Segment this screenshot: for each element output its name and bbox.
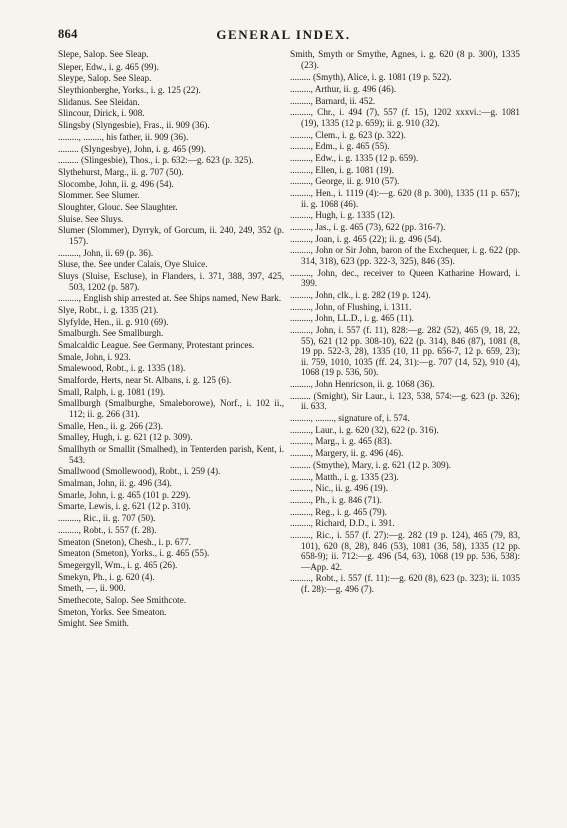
index-entry: Sleythionberghe, Yorks., i. g. 125 (22). [58,85,201,96]
index-entry: Slocombe, John, ii. g. 496 (54). [58,178,174,189]
index-entry: ........., John, LL.D., i. g. 465 (11). [290,313,414,324]
index-entry: Slincour, Dirick, i. 908. [58,108,145,119]
index-entry: Smekyn, Ph., i. g. 620 (4). [58,571,155,582]
index-entry: Smarle, John, i. g. 465 (101 p. 229). [58,489,191,500]
index-entry: ........., Robt., i. 557 (f. 28). [58,524,157,535]
index-entry: Slythehurst, Marg., ii. g. 707 (50). [58,166,184,177]
index-entry: Sluys (Sluise, Escluse), in Flanders, i. 371, 388, 397, 425, 503, 1202 (p. 587). [58,270,284,292]
index-entry: Smethecote, Salop. See Smithcote. [58,594,187,605]
index-entry: ........., ........, signature of, i. 574. [290,413,410,424]
index-entry: Smallburgh (Smalburghe, Smaleborowe), Norf., i. 102 ii., 112; ii. g. 266 (31). [58,398,284,420]
index-entry: ........., Nic., ii. g. 496 (19). [290,483,388,494]
index-entry: Slepe, Salop. See Sleap. [58,50,149,60]
index-entry: Smalforde, Herts, near St. Albans, i. g. 125 (6). [58,375,232,386]
page-title: GENERAL INDEX. [216,27,351,42]
index-entry: ........., John, dec., receiver to Queen Katharine Howard, i. 399. [290,267,520,289]
index-entry: ........., Hugh, i. g. 1335 (12). [290,210,395,221]
index-entry: ........., John, clk., i. g. 282 (19 p. 124). [290,289,431,300]
page-header [0,27,567,45]
index-entry: ........., Chr., i. 494 (7), 557 (f. 15), 1202 xxxvi.:—g. 1081 (19), 1335 (12 p. 659); ii. g. 910 (32). [290,107,520,128]
index-entry: Smalman, John, ii. g. 496 (34). [58,478,172,489]
index-entry: ......... (Smyth), Alice, i. g. 1081 (19 p. 522). [290,72,452,83]
index-entry: Small, Ralph, i. g. 1081 (19). [58,386,166,397]
index-entry: Smeton, Yorks. See Smeaton. [58,606,167,617]
index-entry: Smegergyll, Wm., i. g. 465 (26). [58,559,178,570]
index-entry: ........., John, of Flushing, i. 1311. [290,301,412,312]
index-entry: Slyfylde, Hen., ii. g. 910 (69). [58,316,169,327]
index-entry: ........., Barnard, ii. 452. [290,95,376,106]
index-entry: ........., Joan, i. g. 465 (22); ii. g. 496 (54). [290,233,442,244]
index-entry: ........., Richard, D.D., i. 391. [290,518,395,529]
index-entry: Smalcaldic League. See Germany, Protestant princes. [58,340,255,350]
index-entry: Smale, John, i. 923. [58,351,131,362]
index-entry: ........., Marg., i. g. 465 (83). [290,436,392,447]
index-entry: ......... (Smythe), Mary, i. g. 621 (12 p. 309). [290,459,451,470]
index-entry: Sleype, Salop. See Sleap. [58,73,152,84]
index-entry: ........., Ric., i. 557 (f. 27):—g. 282 (19 p. 124), 465 (79, 83, 101), 620 (8, 28), 846 (53), 1081 (36, 58), 1335 (12 pp. 658-9); ii. 712:—g. 496 (54, 63), 1068 (19 pp. 536, 538):—App. 42. [290,529,520,572]
index-entry: Smeaton (Smeton), Yorks., i. g. 465 (55). [58,548,210,559]
index-entry: Smallwood (Smollewood), Robt., i. 259 (4). [58,466,221,477]
index-entry: ........., Ric., ii. g. 707 (50). [58,513,156,524]
index-entry: ......... (Slingesbie), Thos., i. p. 632:—g. 623 (p. 325). [58,155,254,166]
index-entry: ......... (Slyngesbye), John, i. g. 465 (99). [58,143,207,154]
index-entry: Smeth, —, ii. 900. [58,583,126,594]
index-entry: ........., Arthur, ii. g. 496 (46). [290,83,397,94]
index-entry: ........., Edm., i. g. 465 (55). [290,141,390,152]
index-entry: Smallhyth or Smallit (Smalhed), in Tenterden parish, Kent, i. 543. [58,444,284,465]
index-column-left [58,50,284,630]
index-entry: Smeaton (Sneton), Chesh., i. p. 677. [58,536,191,547]
index-entry: ........., John Henricson, ii. g. 1068 (36). [290,379,435,390]
index-entry: ........., Laur., i. g. 620 (32), 622 (p. 316). [290,424,439,435]
index-entry: ......... (Smight), Sir Laur., i. 123, 538, 574:—g. 623 (p. 326); ii. 633. [290,390,520,412]
index-entry: Slommer. See Slumer. [58,190,140,201]
index-entry: Smith, Smyth or Smythe, Agnes, i. g. 620 (8 p. 300), 1335 (23). [290,50,520,71]
index-entry: ........., John or Sir John, baron of the Exchequer, i. g. 622 (pp. 314, 318), 623 (pp. 322-3, 325), 846 (35). [290,245,520,266]
index-entry: Slumer (Slommer), Dyrryk, of Gorcum, ii. 240, 249, 352 (p. 157). [58,225,284,246]
index-entry: Sluise. See Sluys. [58,213,124,224]
index-entry: ........., Robt., i. 557 (f. 11):—g. 620 (8), 623 (p. 323); ii. 1035 (f. 28):—g. 496 (7). [290,573,520,594]
index-entry: Smalley, Hugh, i. g. 621 (12 p. 309). [58,432,193,443]
index-entry: ........., Reg., i. g. 465 (79). [290,506,387,517]
index-entry: Smalle, Hen., ii. g. 266 (23). [58,420,163,431]
index-entry: ........., George, ii. g. 910 (57). [290,176,400,187]
index-entry: Sleper, Edw., i. g. 465 (99). [58,61,159,72]
index-entry: Sluse, the. See under Calais, Oye Sluice. [58,259,208,270]
index-entry: ........., ........, his father, ii. 909 (36). [58,131,189,142]
index-entry: Smalburgh. See Smallburgh. [58,328,164,339]
index-entry: Sloughter, Glouc. See Slaughter. [58,201,178,212]
index-entry: Slingsby (Slyngesbie), Fras., ii. 909 (36). [58,120,210,131]
index-entry: ........., Ph., i. g. 846 (71). [290,494,382,505]
index-entry: ........., Clem., i. g. 623 (p. 322). [290,129,406,140]
index-entry: Slidanus. See Sleidan. [58,96,140,107]
index-entry: ........., Hen., i. 1119 (4):—g. 620 (8 p. 300), 1335 (11 p. 657); ii. g. 1068 (46). [290,188,520,209]
index-entry: ........., John, i. 557 (f. 11), 828:—g. 282 (52), 465 (9, 18, 22, 55), 621 (12 pp. 308-10), 622 (p. 314), 846 (87), 1081 (8, 19 pp. 522-3, 28), 1335 (10, 11 pp. 656-7, 12 p. 659, 23); ii. 759, 1010, 1035 (ff. 24, 31):—g. 707 (14, 52), 910 (4), 1068 (19 p. 536, 50). [290,325,520,378]
index-entry: ........., Jas., i. g. 465 (73), 622 (pp. 316-7). [290,222,446,233]
index-entry: ........., Matth., i. g. 1335 (23). [290,471,399,482]
index-entry: Smalewood, Robt., i. g. 1335 (18). [58,363,186,374]
index-entry: ........., Margery, ii. g. 496 (46). [290,448,404,459]
index-entry: ........., John, ii. 69 (p. 36). [58,247,154,258]
index-column-right [290,50,520,596]
index-entry: Slye, Robt., i. g. 1335 (21). [58,304,159,315]
index-entry: Smarte, Lewis, i. g. 621 (12 p. 310). [58,501,191,512]
index-entry: ........., Ellen, i. g. 1081 (19). [290,164,394,175]
index-entry: ........., Edw., i. g. 1335 (12 p. 659). [290,153,419,163]
index-entry: ........., English ship arrested at. See Ships named, New Bark. [58,293,282,304]
page-number: 864 [58,27,78,41]
index-entry: Smight. See Smith. [58,618,129,629]
